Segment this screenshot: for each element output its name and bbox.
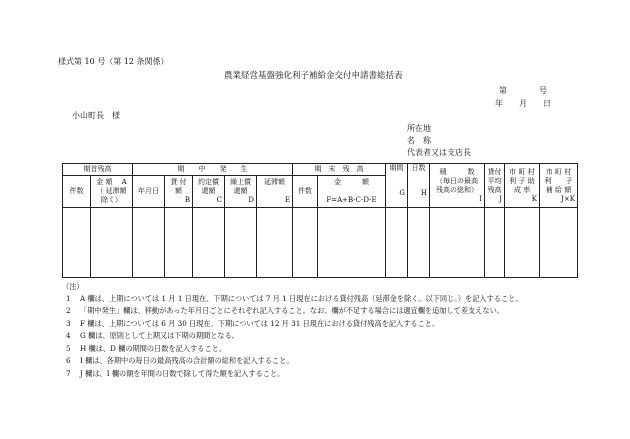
- note-number: 5: [66, 344, 71, 353]
- amount-a-label-2: （ 延滞額: [96, 187, 127, 195]
- cell-product[interactable]: [430, 208, 485, 278]
- cell-count-end[interactable]: [293, 208, 318, 278]
- representative-label: 代表者又は支店長: [407, 148, 471, 157]
- note-item: [66, 332, 239, 339]
- header-scheduled-repayment: [193, 176, 225, 208]
- cell-scheduled-repayment[interactable]: [193, 208, 225, 278]
- interest-rate-label-1: 市 町 村: [509, 167, 535, 176]
- loan-amount-letter: B: [184, 196, 190, 204]
- note-text: I 欄は、各期中の毎日の最高残高の合計額の総和を記入すること。: [80, 356, 294, 365]
- header-count-end: 件数: [293, 176, 318, 208]
- header-subsidy: [540, 164, 578, 208]
- interest-rate-letter: K: [531, 194, 537, 203]
- header-overdue: [257, 176, 293, 208]
- period-letter: G: [399, 189, 405, 197]
- note-text: H 欄は、D 欄の期間の日数を記入すること。: [80, 344, 226, 353]
- summary-table: [62, 163, 578, 278]
- note-item: [66, 295, 523, 302]
- early-repayment-letter: D: [248, 196, 254, 204]
- name-label: 名 称: [407, 136, 431, 145]
- period-label: 期間: [389, 164, 404, 172]
- note-text: J 欄は、I 欄の額を年間の日数で除して得た額を記入すること。: [80, 369, 285, 378]
- header-product: [430, 164, 485, 208]
- header-loan-average: [485, 164, 505, 208]
- note-item: [66, 307, 504, 314]
- scheduled-repayment-label-1: 約定償: [198, 178, 219, 186]
- header-count-start: 件数: [63, 176, 91, 208]
- overdue-label: 延滞額: [264, 178, 285, 186]
- note-item: [66, 370, 284, 377]
- overdue-letter: E: [284, 196, 290, 204]
- addressee: 小山町長 様: [72, 111, 120, 120]
- table-row: [63, 208, 578, 278]
- amount-a-label-1: 金 額 A: [96, 178, 127, 186]
- product-letter: I: [479, 194, 482, 203]
- cell-loan-amount[interactable]: [165, 208, 193, 278]
- subsidy-label-3: 補 給 額: [545, 185, 572, 194]
- early-repayment-label-1: 繰上償: [230, 178, 251, 186]
- scheduled-repayment-label-2: 還額: [201, 187, 216, 195]
- amount-a-label-3: 除く）: [101, 196, 122, 204]
- loan-average-label-1: 貸付: [487, 167, 502, 176]
- cell-loan-average[interactable]: [485, 208, 505, 278]
- header-early-repayment: [225, 176, 257, 208]
- header-interest-rate: [505, 164, 540, 208]
- loan-average-letter: J: [499, 194, 502, 203]
- amount-end-label: 金 額: [334, 178, 369, 186]
- cell-amount-end[interactable]: [318, 208, 386, 278]
- days-letter: H: [420, 189, 427, 197]
- loan-average-label-3: 残高: [487, 185, 502, 194]
- cell-date[interactable]: [133, 208, 165, 278]
- note-text: G 欄は、原則として上期又は下期の期間となる。: [80, 331, 239, 340]
- note-number: 3: [66, 319, 71, 328]
- subsidy-label-2: 利 子: [544, 176, 573, 185]
- loan-amount-label-2: 額: [175, 187, 182, 195]
- note-number: 6: [66, 356, 71, 365]
- cell-overdue[interactable]: [257, 208, 293, 278]
- note-number: 7: [66, 369, 71, 378]
- cell-amount-a[interactable]: [91, 208, 133, 278]
- loan-average-label-2: 平均: [487, 176, 502, 185]
- early-repayment-label-2: 還額: [233, 187, 248, 195]
- amount-end-formula: F=A+B-C-D-E: [326, 196, 377, 204]
- scheduled-repayment-letter: C: [216, 196, 222, 204]
- note-number: 2: [66, 306, 71, 315]
- header-mid-period: 期 中 発 生: [133, 164, 293, 176]
- product-label-3: 残高の総和）: [436, 185, 478, 194]
- cell-period[interactable]: [386, 208, 408, 278]
- interest-rate-label-2: 利 子 助: [509, 176, 535, 185]
- subsidy-letter: J×K: [561, 194, 575, 203]
- note-text: F 欄は、上期については 6 月 30 日現在、下期については 12 月 31 日現在における貸付残高を記入すること。: [80, 319, 440, 328]
- notes-heading: （注）: [62, 282, 84, 291]
- interest-rate-label-3: 成 率: [513, 185, 531, 194]
- note-item: [66, 345, 226, 352]
- header-date: 年月日: [133, 176, 165, 208]
- page-title: 農業経営基盤強化利子補給金交付申請書総括表: [224, 71, 403, 81]
- header-period: [386, 164, 408, 208]
- form-number: 様式第 10 号（第 12 条関係）: [58, 57, 169, 66]
- note-text: 「期中発生」欄は、移動があった年月日ごとにそれぞれ記入すること。なお、欄が不足する場合には適宜欄を追加して差支えない。: [80, 306, 504, 315]
- note-number: 4: [66, 331, 71, 340]
- header-closing-balance: 期 末 残 高: [293, 164, 386, 176]
- header-amount-a: [91, 176, 133, 208]
- subsidy-label-1: 市 町 村: [545, 167, 572, 176]
- cell-early-repayment[interactable]: [225, 208, 257, 278]
- note-item: [66, 320, 439, 327]
- note-number: 1: [66, 294, 71, 303]
- note-text: A 欄は、上期については 1 月 1 日現在、下期については 7 月 1 日現在における貸付残高（延滞金を除く。以下同じ。）を記入すること。: [80, 294, 523, 303]
- header-days: [408, 164, 430, 208]
- cell-subsidy[interactable]: [540, 208, 578, 278]
- header-opening-balance: 期首残高: [63, 164, 133, 176]
- cell-interest-rate[interactable]: [505, 208, 540, 278]
- loan-amount-label-1: 貸 付: [170, 178, 187, 186]
- note-item: [66, 357, 294, 364]
- header-loan-amount: [165, 176, 193, 208]
- address-label: 所在地: [407, 124, 431, 133]
- header-amount-end: [318, 176, 386, 208]
- days-label: 日数: [411, 164, 426, 172]
- document-date-label: 年 月 日: [495, 99, 551, 108]
- cell-count-start[interactable]: [63, 208, 91, 278]
- cell-days[interactable]: [408, 208, 430, 278]
- document-number-label: 第 号: [499, 86, 547, 95]
- product-label-1: 積 数: [439, 167, 475, 176]
- product-label-2: （毎日の最高: [436, 176, 478, 185]
